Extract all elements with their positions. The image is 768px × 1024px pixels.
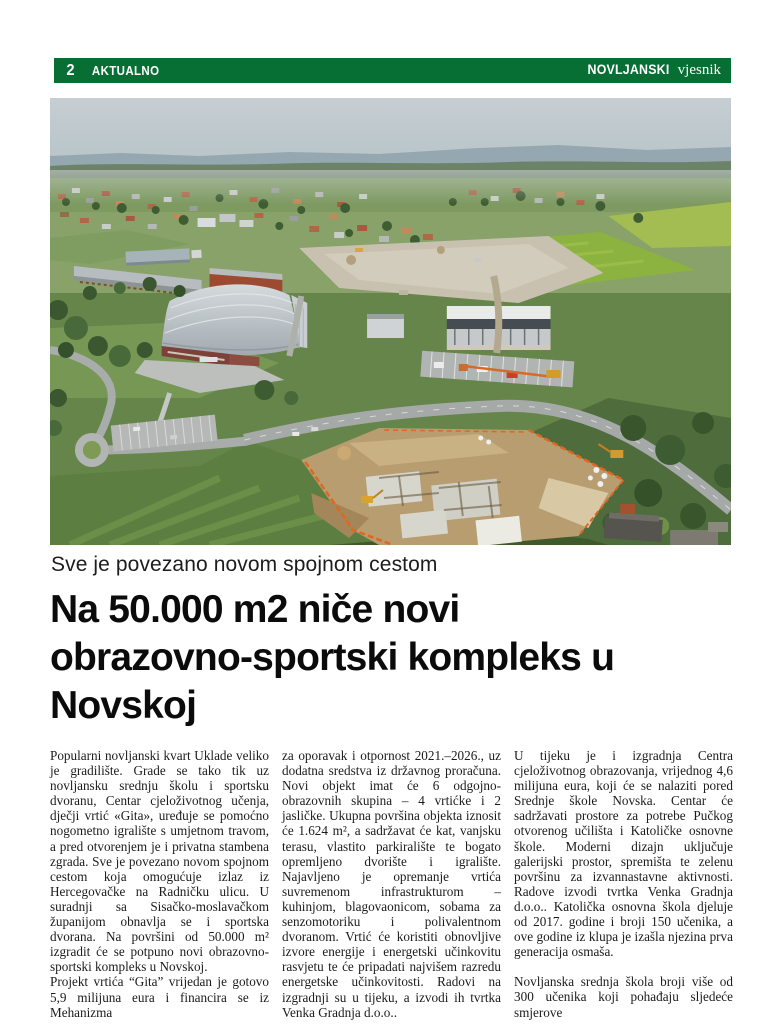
section-label: AKTUALNO <box>91 63 160 78</box>
section-header-bar <box>54 58 731 83</box>
masthead-title: NOVLJANSKI <box>587 62 670 77</box>
section-header-left <box>66 62 162 80</box>
paragraph: U tijeku je i izgradnja Centra cjeloživotnog obrazovanja, vrijednog 4,6 milijuna eura, koji će se nalaziti pored Srednje škole Novska. Centar će sadržavati prostore za potrebe Pučkog otvorenog učilišta i Katoličke osnovne škole. Moderni dizajn uključuje galerijski prostor, spremišta te zelenu površinu za izvannastavne aktivnosti. Radove izvodi tvrtka Venka Gradnja d.o.o.. Katolička osnovna škola djeluje od 2017. godine i broji 150 učenika, a ove godine iz klupa je izašla njezina prva generacija osmaša. <box>514 748 733 960</box>
page-number: 2 <box>66 61 75 79</box>
paragraph: Popularni novljanski kvart Uklade veliko je gradilište. Grade se tako tik uz novljansku srednju školu i sportsku dvoranu, Centar cjeloživotnog učenja, dječji vrtić «Gita», uređuje se pomoćno nogometno igralište s umjetnom travom, a pred otvorenjem je i privatna stambena zgrada. Sve je povezano novom spojnom cestom koja omogućuje izlaz iz Hercegovačke na Radničku ulicu. U suradnji sa Sisačko-moslavačkom županijom obnavlja se i sportska dvorana. Na površini od 50.000 m² izgradit će se potpuno novi obrazovno-sportski kompleks u Novskoj. <box>50 748 269 975</box>
article-headline <box>50 586 710 730</box>
masthead-subtitle: vjesnik <box>677 62 721 78</box>
headline-line-2: obrazovno-sportski kompleks u <box>50 636 615 679</box>
article-kicker: Sve je povezano novom spojnom cestom <box>51 553 438 576</box>
paragraph: Novljanska srednja škola broji više od 300 učenika koji pohađaju sljedeće smjerove <box>514 974 733 1020</box>
body-column-3 <box>514 748 733 1020</box>
paragraph: Projekt vrtića “Gita” vrijedan je gotovo 5,9 milijuna eura i financira se iz Mehanizma <box>50 974 269 1020</box>
body-column-2 <box>282 748 501 1020</box>
headline-line-3: Novskoj <box>50 684 197 727</box>
headline-line-1: Na 50.000 m2 niče novi <box>50 588 460 631</box>
paragraph: za oporavak i otpornost 2021.–2026., uz dodatna sredstva iz državnog proračuna. Novi objekt imat će 6 odgojno-obrazovnih skupina – 4 vrtićke i 2 jasličke. Ukupna površina objekta iznosit će 1.624 m², a sadržavat će kat, vanjsku terasu, vlastito parkiralište te bogato opremljeno dvorište i igralište. Najavljeno je opremanje vrtića suvremenom infrastrukturom – kuhinjom, blagovaonicom, sobama za senzomotoriku i polivalentnom dvoranom. Vrtić će koristiti obnovljive izvore energije i energetski učinkovitu rasvjetu te će pripadati najvišem razredu energetske učinkovitosti. Radovi na izgradnji su u tijeku, a izvodi ih tvrtka Venka Gradnja d.o.o.. <box>282 748 501 1020</box>
body-column-1 <box>50 748 269 1020</box>
article-body <box>50 748 733 1020</box>
aerial-photo <box>50 98 731 545</box>
aerial-photo-illustration <box>50 98 731 545</box>
masthead <box>584 62 721 79</box>
